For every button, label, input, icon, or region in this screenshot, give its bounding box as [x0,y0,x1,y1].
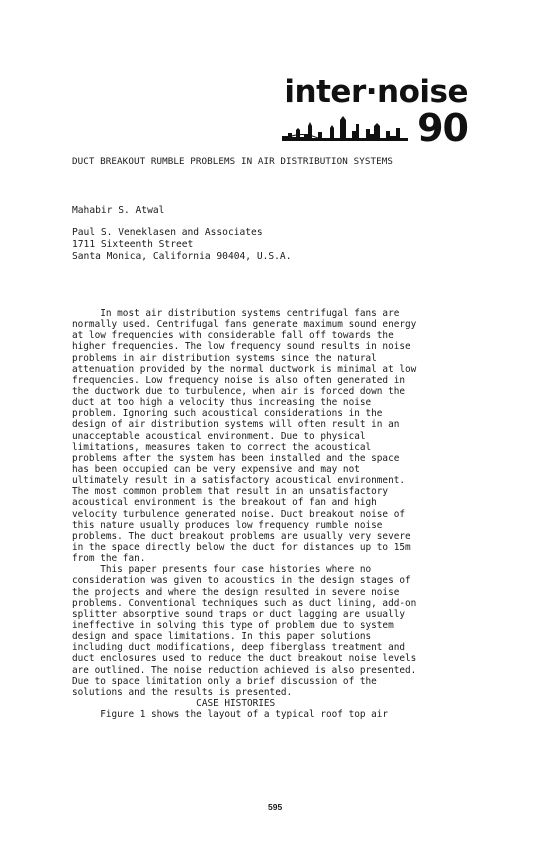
body-line: has been occupied can be very expensive and may not [72,463,360,475]
paper-title: DUCT BREAKOUT RUMBLE PROBLEMS IN AIR DISTRIBUTION SYSTEMS [72,156,393,167]
logo-wordmark: inter·noise [284,74,468,110]
affiliation-block [72,227,292,263]
body-line: the projects and where the design resulted in severe noise [72,586,400,598]
body-line: velocity turbulence generated noise. Duct breakout noise of [72,508,406,520]
body-line: the ductwork due to turbulence, when air is forced down the [72,385,406,397]
logo-year: 90 [417,106,468,150]
body-line: CASE HISTORIES [72,697,276,709]
body-text [72,308,482,720]
affiliation-line: Santa Monica, California 90404, U.S.A. [72,251,292,262]
conference-logo [282,74,468,150]
body-line: problems in air distribution systems since the natural [72,352,377,364]
body-line: at low frequencies with considerable fall off towards the [72,330,394,342]
body-line: unacceptable acoustical environment. Due to physical [72,430,366,442]
body-line: acoustical environment is the breakout of fan and high [72,497,377,509]
body-line: Due to space limitation only a brief discussion of the [72,675,377,687]
body-line: normally used. Centrifugal fans generate maximum sound energy [72,319,417,331]
body-line: are outlined. The noise reduction achieved is also presented. [72,664,417,676]
body-line: duct enclosures used to reduce the duct breakout noise levels [72,653,417,665]
body-line: The most common problem that result in an unsatisfactory [72,486,389,498]
body-line: duct at too high a velocity thus increasing the noise [72,397,372,409]
body-line: in the space directly below the duct for distances up to 15m [72,541,411,553]
affiliation-line: 1711 Sixteenth Street [72,239,194,250]
body-line: solutions and the results is presented. [72,686,293,698]
body-line: Figure 1 shows the layout of a typical roof top air [72,709,389,721]
body-line: This paper presents four case histories where no [72,564,372,576]
body-line: design of air distribution systems will often result in an [72,419,400,431]
city-skyline-icon [282,116,408,142]
affiliation-line: Paul S. Veneklasen and Associates [72,227,263,238]
author-name: Mahabir S. Atwal [72,205,165,216]
page-number: 595 [268,802,283,812]
body-line: ultimately result in a satisfactory acoustical environment. [72,475,406,487]
body-line: including duct modifications, deep fiberglass treatment and [72,642,406,654]
body-line: problems. The duct breakout problems are usually very severe [72,530,411,542]
body-line: design and space limitations. In this paper solutions [72,631,372,643]
body-line: limitations, measures taken to correct the acoustical [72,441,372,453]
body-line: frequencies. Low frequency noise is also often generated in [72,374,406,386]
body-line: problem. Ignoring such acoustical considerations in the [72,408,383,420]
body-line: from the fan. [72,553,146,565]
body-line: splitter absorptive sound traps or duct lagging are usually [72,608,406,620]
body-line: ineffective in solving this type of problem due to system [72,619,394,631]
body-line: consideration was given to acoustics in the design stages of [72,575,411,587]
body-line: this nature usually produces low frequency rumble noise [72,519,383,531]
body-line: In most air distribution systems centrifugal fans are [72,308,400,319]
body-line: problems after the system has been installed and the space [72,452,400,464]
body-line: higher frequencies. The low frequency sound results in noise [72,341,411,353]
body-line: attenuation provided by the normal ductwork is minimal at low [72,363,417,375]
body-line: problems. Conventional techniques such as duct lining, add-on [72,597,417,609]
